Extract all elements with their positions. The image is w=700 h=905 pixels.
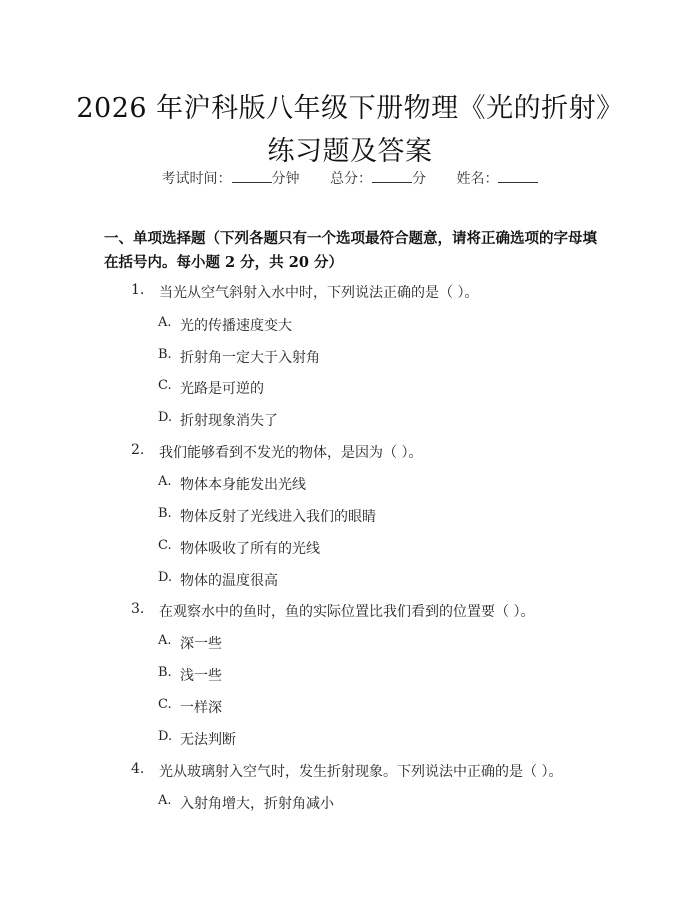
option-text: 折射角一定大于入射角: [180, 350, 320, 366]
option-letter: C.: [158, 697, 172, 712]
option-text: 物体本身能发出光线: [180, 477, 306, 493]
exam-info-row: [0, 168, 700, 188]
option-text: 物体吸收了所有的光线: [180, 541, 320, 557]
student-name-label: 姓名：: [456, 171, 499, 187]
option-text: 光路是可逆的: [180, 381, 264, 397]
exam-time: [162, 168, 300, 188]
option-text: 物体的温度很高: [180, 573, 278, 589]
option-letter: B.: [158, 665, 172, 680]
exam-time-unit: 分钟: [271, 171, 300, 187]
question-text: 光从玻璃射入空气时，发生折射现象。下列说法中正确的是（ ）。: [159, 764, 563, 780]
option-letter: B.: [158, 506, 172, 521]
question-number: 1.: [131, 282, 145, 298]
question-number: 4.: [131, 761, 145, 777]
option-text: 深一些: [180, 636, 222, 652]
total-score-blank: [372, 170, 412, 183]
document-title-line-1: 2026 年沪科版八年级下册物理《光的折射》: [76, 93, 624, 124]
question-number: 3.: [131, 601, 145, 617]
option-letter: A.: [158, 315, 172, 330]
option-letter: D.: [158, 410, 173, 425]
student-name: [456, 168, 538, 188]
option-text: 物体反射了光线进入我们的眼睛: [180, 509, 376, 525]
total-score-unit: 分: [412, 171, 426, 187]
option-letter: C.: [158, 538, 172, 553]
option-text: 入射角增大，折射角减小: [180, 796, 334, 812]
option-text: 一样深: [180, 700, 222, 716]
student-name-blank: [498, 170, 538, 183]
section-title: 一、单项选择题（下列各题只有一个选项最符合题意，请将正确选项的字母填在括号内。每小题 2 分，共 20 分）: [104, 230, 597, 271]
option-letter: D.: [158, 570, 173, 585]
option-letter: A.: [158, 474, 172, 489]
question-text: 我们能够看到不发光的物体，是因为（ ）。: [159, 445, 423, 461]
option-letter: D.: [158, 729, 173, 744]
option-text: 无法判断: [180, 732, 236, 748]
document-title-line-2: 练习题及答案: [267, 136, 433, 167]
option-letter: A.: [158, 633, 172, 648]
option-text: 光的传播速度变大: [180, 318, 292, 334]
exam-time-blank: [232, 170, 272, 183]
option-letter: A.: [158, 793, 172, 808]
question-number: 2.: [131, 442, 145, 458]
total-score-label: 总分：: [330, 171, 372, 187]
option-text: 折射现象消失了: [180, 413, 278, 429]
option-letter: C.: [158, 378, 172, 393]
option-text: 浅一些: [180, 668, 222, 684]
total-score: [330, 168, 426, 188]
exam-time-label: 考试时间：: [161, 171, 232, 187]
option-letter: B.: [158, 347, 172, 362]
question-text: 当光从空气斜射入水中时，下列说法正确的是（ ）。: [159, 285, 479, 301]
question-text: 在观察水中的鱼时，鱼的实际位置比我们看到的位置要（ ）。: [159, 604, 535, 620]
